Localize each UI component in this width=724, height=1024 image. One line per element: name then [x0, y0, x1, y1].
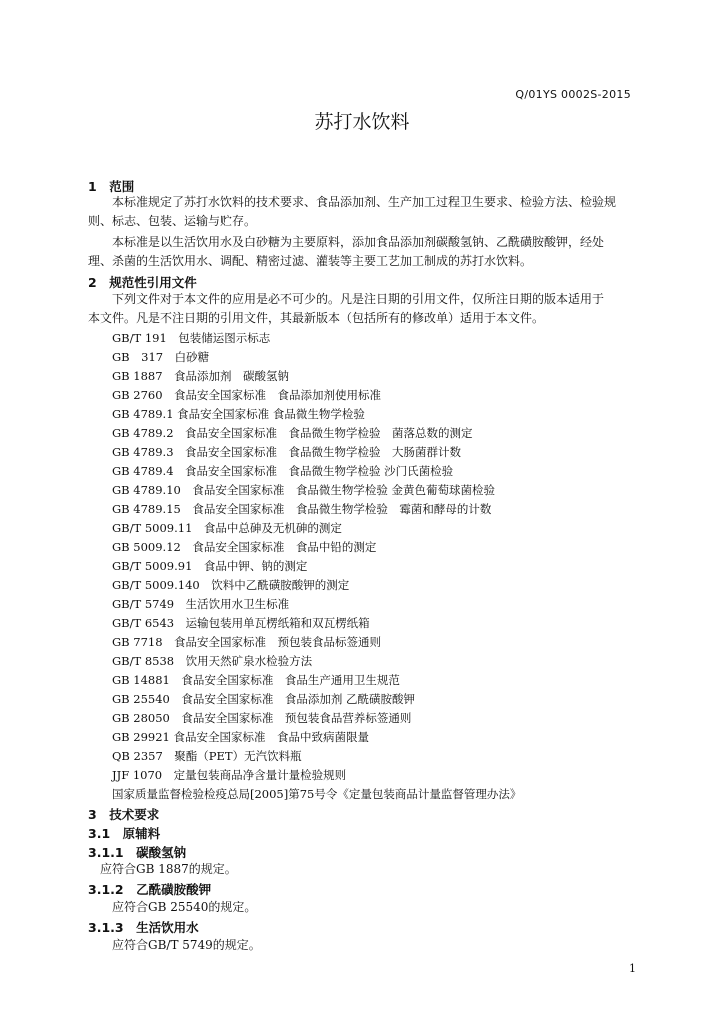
reference-item: GB 28050 食品安全国家标准 预包装食品营养标签通则 [112, 711, 412, 725]
reference-item: GB 2760 食品安全国家标准 食品添加剂使用标准 [112, 388, 382, 402]
reference-item: GB 7718 食品安全国家标准 预包装食品标签通则 [112, 635, 382, 649]
reference-item: GB/T 5009.91 食品中钾、钠的测定 [112, 559, 308, 573]
reference-item: GB 25540 食品安全国家标准 食品添加剂 乙酰磺胺酸钾 [112, 692, 416, 706]
paragraph-line: 本标准是以生活饮用水及白砂糖为主要原料，添加食品添加剂碳酸氢钠、乙酰磺胺酸钾，经处 [88, 235, 605, 249]
reference-item: GB 4789.4 食品安全国家标准 食品微生物学检验 沙门氏菌检验 [112, 464, 454, 478]
section-3-1-1-heading: 3.1.1 碳酸氢钠 [88, 845, 187, 860]
section-3-1-2-heading: 3.1.2 乙酰磺胺酸钾 [88, 882, 212, 897]
section-3-1-2-text: 应符合GB 25540的规定。 [112, 900, 257, 914]
reference-item: GB 1887 食品添加剂 碳酸氢钠 [112, 369, 290, 383]
reference-item: GB 4789.10 食品安全国家标准 食品微生物学检验 金黄色葡萄球菌检验 [112, 483, 496, 497]
section-3-1-heading: 3.1 原辅料 [88, 826, 161, 841]
section-1-paragraph-1 [88, 193, 636, 231]
paragraph-line: 理、杀菌的生活饮用水、调配、精密过滤、灌装等主要工艺加工制成的苏打水饮料。 [88, 254, 533, 268]
document-title: 苏打水饮料 [314, 111, 410, 133]
section-1-heading: 1 范围 [88, 179, 135, 194]
section-3-1-3-text: 应符合GB/T 5749的规定。 [112, 938, 261, 952]
reference-item: GB 317 白砂糖 [112, 350, 210, 364]
reference-item: GB 4789.2 食品安全国家标准 食品微生物学检验 菌落总数的测定 [112, 426, 473, 440]
section-3-heading: 3 技术要求 [88, 807, 160, 822]
section-1-paragraph-2 [88, 233, 636, 271]
section-2-intro [88, 290, 636, 328]
reference-item: GB/T 6543 运输包装用单瓦楞纸箱和双瓦楞纸箱 [112, 616, 370, 630]
reference-item: GB/T 5749 生活饮用水卫生标准 [112, 597, 290, 611]
section-3-1-1-text: 应符合GB 1887的规定。 [100, 862, 237, 876]
reference-item: JJF 1070 定量包装商品净含量计量检验规则 [112, 768, 347, 782]
paragraph-line: 本标准规定了苏打水饮料的技术要求、食品添加剂、生产加工过程卫生要求、检验方法、检验规 [88, 195, 617, 209]
reference-item: GB 4789.1 食品安全国家标准 食品微生物学检验 [112, 407, 365, 421]
page-number: 1 [629, 962, 636, 975]
reference-item: GB 14881 食品安全国家标准 食品生产通用卫生规范 [112, 673, 400, 687]
reference-item: GB/T 5009.140 饮料中乙酰磺胺酸钾的测定 [112, 578, 350, 592]
paragraph-line: 下列文件对于本文件的应用是必不可少的。凡是注日期的引用文件，仅所注日期的版本适用于 [88, 292, 605, 306]
reference-item: GB/T 191 包装储运图示标志 [112, 331, 271, 345]
reference-item: QB 2357 聚酯（PET）无汽饮料瓶 [112, 749, 302, 763]
section-3-1-3-heading: 3.1.3 生活饮用水 [88, 920, 199, 935]
reference-item: GB 29921 食品安全国家标准 食品中致病菌限量 [112, 730, 370, 744]
reference-item: GB 5009.12 食品安全国家标准 食品中铅的测定 [112, 540, 377, 554]
reference-item: GB/T 5009.11 食品中总砷及无机砷的测定 [112, 521, 342, 535]
reference-item: GB 4789.15 食品安全国家标准 食品微生物学检验 霉菌和酵母的计数 [112, 502, 492, 516]
reference-item: GB/T 8538 饮用天然矿泉水检验方法 [112, 654, 313, 668]
section-2-heading: 2 规范性引用文件 [88, 275, 197, 290]
reference-item: 国家质量监督检验检疫总局[2005]第75号令《定量包装商品计量监督管理办法》 [112, 787, 522, 801]
paragraph-line: 则、标志、包装、运输与贮存。 [88, 214, 257, 228]
paragraph-line: 本文件。凡是不注日期的引用文件，其最新版本（包括所有的修改单）适用于本文件。 [88, 311, 545, 325]
reference-item: GB 4789.3 食品安全国家标准 食品微生物学检验 大肠菌群计数 [112, 445, 462, 459]
standard-code: Q/01YS 0002S-2015 [515, 88, 631, 101]
